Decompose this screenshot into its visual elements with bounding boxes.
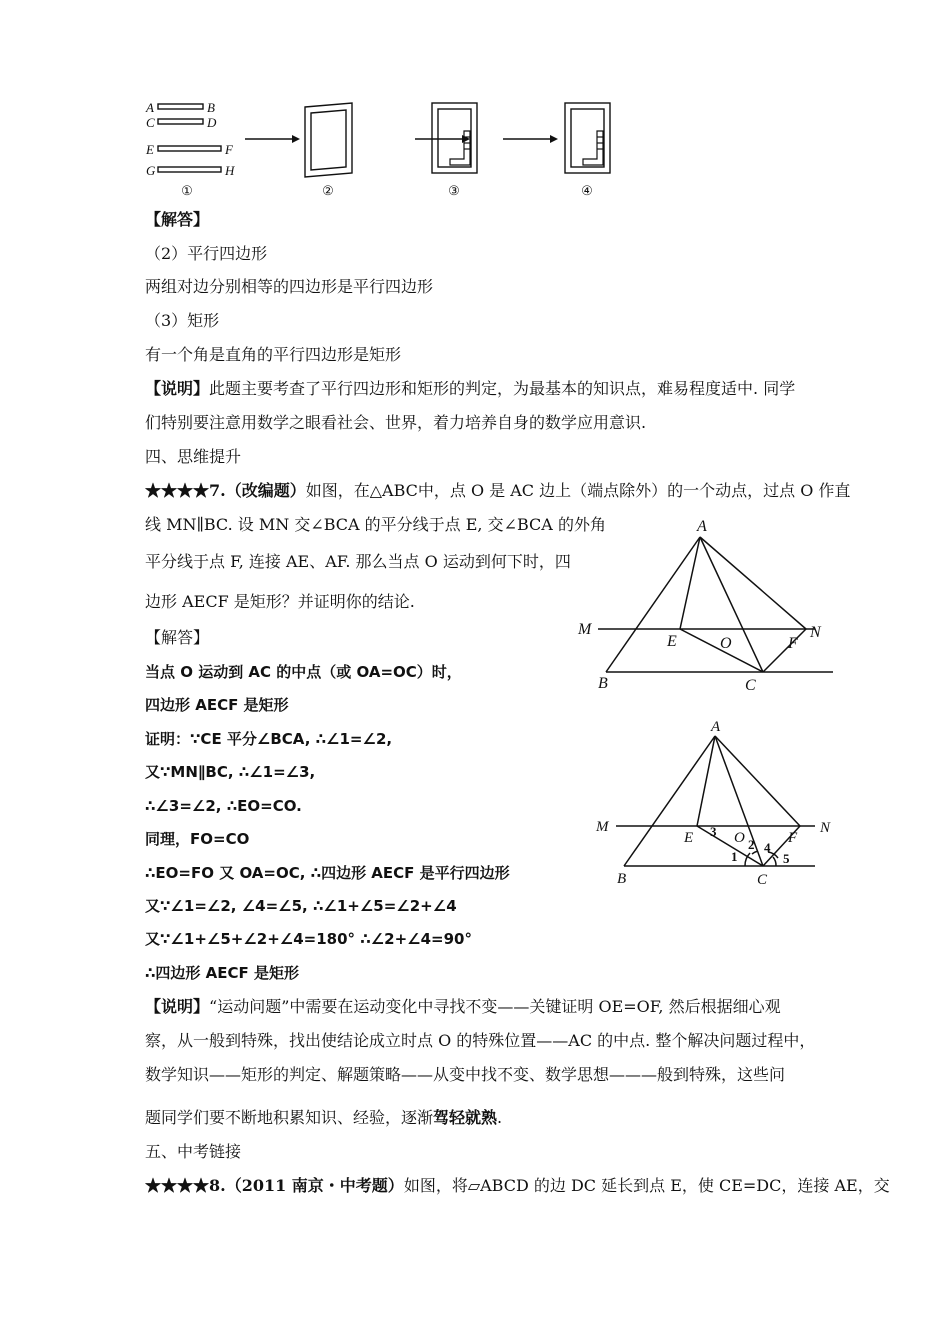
answer2-line: 四边形 AECF 是矩形	[145, 696, 289, 714]
note1-line1	[145, 379, 795, 399]
label-c: C	[146, 115, 155, 130]
point-e: E	[684, 830, 694, 846]
label-f: F	[225, 142, 233, 157]
point-m: M	[578, 621, 592, 638]
angle-label-3: 3	[710, 824, 717, 839]
label-a: A	[146, 100, 154, 115]
note2-line2: 察，从一般到特殊，找出使结论成立时点 O 的特殊位置——AC 的中点. 整个解决问题过程中，	[145, 1031, 816, 1050]
point-a: A	[711, 719, 721, 735]
label-d: D	[207, 115, 217, 130]
answer1-heading: 【解答】	[145, 210, 210, 229]
note1-tag: 【说明】	[145, 379, 210, 398]
bar-cd	[158, 119, 203, 124]
section4-title: 四、思维提升	[145, 447, 242, 466]
step-label-2: ②	[322, 183, 334, 198]
answer2-line: 证明：∵CE 平分∠BCA, ∴∠1=∠2,	[145, 730, 393, 748]
note2-tag: 【说明】	[145, 997, 210, 1016]
angle-label-4: 4	[764, 840, 771, 855]
geometry-figure-1	[570, 515, 840, 700]
section5-title: 五、中考链接	[145, 1142, 242, 1161]
problem7-line1	[145, 481, 850, 501]
point-o: O	[734, 830, 745, 846]
answer2-line: 又∵∠1=∠2, ∠4=∠5, ∴∠1+∠5=∠2+∠4	[145, 897, 457, 915]
step-label-4: ④	[581, 183, 593, 198]
frame-2	[305, 103, 352, 177]
answer2-line: ∴EO=FO 又 OA=OC, ∴四边形 AECF 是平行四边形	[145, 864, 510, 882]
answer2-heading: 【解答】	[145, 628, 210, 647]
answer2-line: 当点 O 运动到 AC 的中点（或 OA=OC）时，	[145, 663, 462, 681]
point-b: B	[617, 871, 627, 887]
answer1-part3: （3）矩形	[145, 311, 220, 330]
problem7-line4: 边形 AECF 是矩形？并证明你的结论.	[145, 592, 415, 611]
note2-bold: 驾轻就熟	[433, 1108, 498, 1127]
top-figure	[140, 95, 620, 205]
point-f: F	[788, 830, 798, 846]
answer2-line: 同理，FO=CO	[145, 830, 250, 848]
point-c: C	[757, 872, 768, 888]
answer2-line: 又∵∠1+∠5+∠2+∠4=180° ∴∠2+∠4=90°	[145, 930, 472, 948]
angle-label-2: 2	[748, 837, 755, 852]
note2-line1	[145, 997, 781, 1017]
answer2-line: 又∵MN∥BC, ∴∠1=∠3,	[145, 763, 316, 781]
point-f: F	[788, 635, 798, 652]
step-label-3: ③	[448, 183, 460, 198]
note1-line2: 们特别要注意用数学之眼看社会、世界，着力培养自身的数学应用意识.	[145, 413, 647, 432]
point-n: N	[820, 820, 831, 836]
problem7-line2: 线 MN∥BC. 设 MN 交∠BCA 的平分线于点 E, 交∠BCA 的外角	[145, 515, 606, 534]
angle-label-5: 5	[783, 851, 790, 866]
note2-end: .	[497, 1108, 503, 1127]
angle-label-1: 1	[731, 849, 738, 864]
problem7-text1: 如图，在△ABC中，点 O 是 AC 边上（端点除外）的一个动点，过点 O 作直	[305, 481, 851, 500]
geometry-figure-2	[590, 718, 850, 890]
answer2-line: ∴四边形 AECF 是矩形	[145, 964, 299, 982]
point-e: E	[667, 633, 677, 650]
point-o: O	[720, 635, 732, 652]
step-label-1: ①	[181, 183, 193, 198]
label-e: E	[146, 142, 154, 157]
label-b: B	[207, 100, 215, 115]
answer1-part2-reason: 两组对边分别相等的四边形是平行四边形	[145, 277, 434, 296]
note2-text1: “运动问题”中需要在运动变化中寻找不变——关键证明 OE=OF, 然后根据细心观	[209, 997, 781, 1016]
bar-ab	[158, 104, 203, 109]
bar-ef	[158, 146, 221, 151]
label-h: H	[225, 163, 235, 178]
answer2-line: ∴∠3=∠2, ∴EO=CO.	[145, 797, 302, 815]
problem8-line1	[145, 1176, 890, 1196]
point-a: A	[697, 518, 707, 535]
note2-line4	[145, 1108, 502, 1128]
answer1-part3-reason: 有一个角是直角的平行四边形是矩形	[145, 345, 402, 364]
point-m: M	[596, 819, 609, 835]
point-b: B	[598, 675, 608, 692]
problem8-prefix: ★★★★8.（2011 南京・中考题）	[145, 1176, 404, 1195]
note1-text1: 此题主要考查了平行四边形和矩形的判定，为最基本的知识点，难易程度适中. 同学	[209, 379, 796, 398]
note2-line3: 数学知识——矩形的判定、解题策略——从变中找不变、数学思想———般到特殊，这些问	[145, 1065, 786, 1084]
problem7-prefix: ★★★★7.（改编题）	[145, 481, 306, 500]
point-c: C	[745, 677, 756, 694]
answer1-part2: （2）平行四边形	[145, 244, 268, 263]
point-n: N	[810, 624, 821, 641]
label-g: G	[146, 163, 156, 178]
problem8-text: 如图，将▱ABCD 的边 DC 延长到点 E，使 CE=DC，连接 AE，交	[403, 1176, 890, 1195]
problem7-line3: 平分线于点 F, 连接 AE、AF. 那么当点 O 运动到何下时，四	[145, 552, 571, 571]
note2-text4: 题同学们要不断地积累知识、经验，逐渐	[145, 1108, 434, 1127]
bar-gh	[158, 167, 221, 172]
